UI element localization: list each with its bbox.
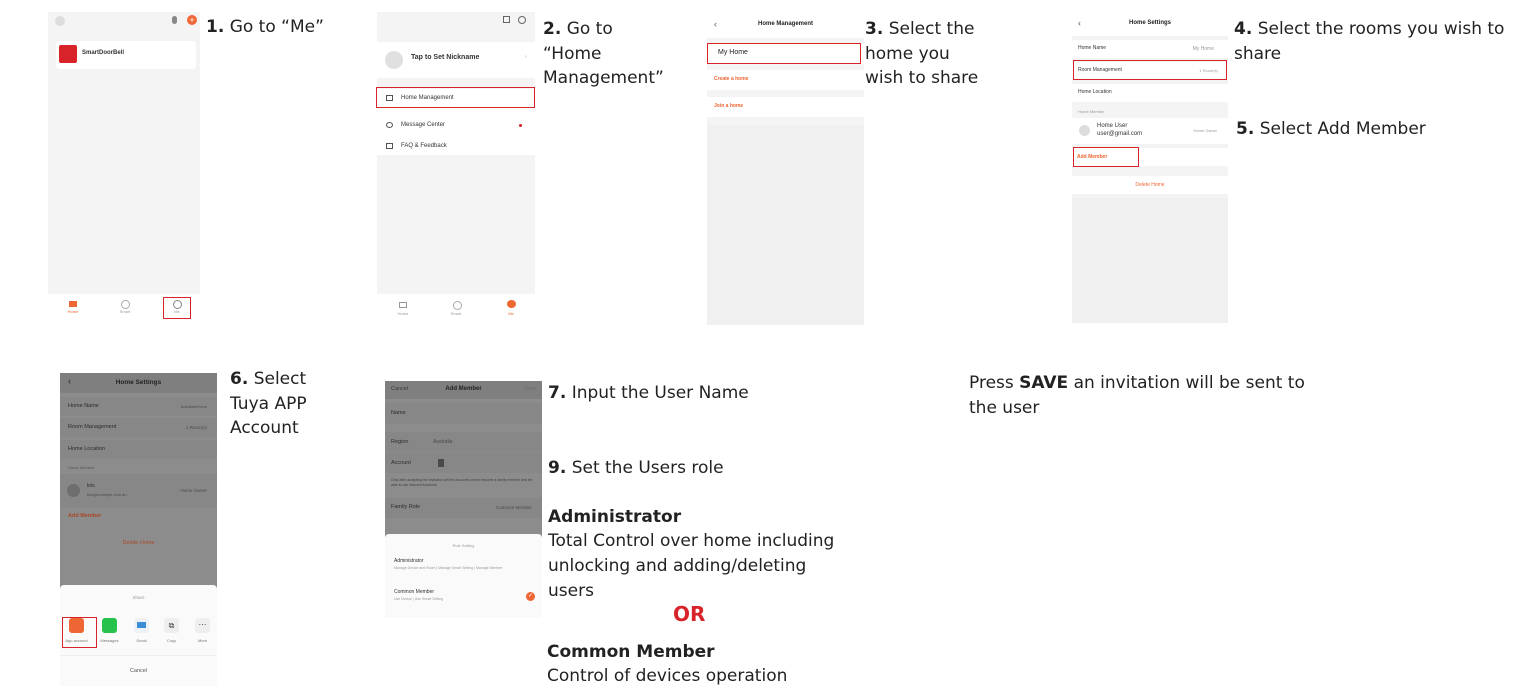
home-tab-icon[interactable] bbox=[69, 301, 77, 307]
step-3-instruction: 3. Select the home you wish to share bbox=[865, 19, 979, 88]
family-role-label: Family Role bbox=[391, 504, 421, 510]
member-name: Home User bbox=[1097, 123, 1128, 129]
feedback-icon bbox=[386, 143, 393, 149]
member-email: user@gmail.com bbox=[1097, 131, 1143, 137]
highlight-me-tab bbox=[163, 297, 191, 319]
cancel-link[interactable]: Cancel bbox=[391, 386, 409, 392]
administrator-description-line-3: users bbox=[548, 581, 594, 601]
screen-home-settings bbox=[1072, 12, 1228, 323]
home-name-row[interactable] bbox=[1072, 40, 1228, 58]
back-icon[interactable]: ‹ bbox=[68, 376, 71, 386]
smart-tab-icon[interactable] bbox=[453, 301, 462, 310]
member-row[interactable] bbox=[1072, 118, 1228, 144]
menu-item-home-management[interactable]: Home Management bbox=[401, 95, 454, 101]
administrator-label: Administrator bbox=[394, 558, 424, 564]
share-item-messages[interactable]: Messages bbox=[100, 638, 119, 643]
home-name-value: My Home bbox=[1192, 46, 1214, 52]
gear-icon[interactable] bbox=[518, 16, 526, 24]
add-member-link[interactable]: Add Member bbox=[68, 513, 102, 519]
step-6-instruction: 6. Select Tuya APP Account bbox=[230, 369, 307, 438]
more-icon[interactable]: ⋯ bbox=[195, 618, 210, 633]
step-2-instruction: 2. Go to “Home Management” bbox=[543, 19, 664, 88]
role-setting-title: Role Setting bbox=[452, 543, 475, 548]
menu-item-message-center[interactable]: Message Center bbox=[401, 122, 446, 128]
region-row[interactable] bbox=[385, 432, 542, 452]
menu-item-faq-feedback[interactable]: FAQ & Feedback bbox=[401, 143, 447, 149]
header-bar bbox=[707, 12, 864, 38]
message-icon bbox=[386, 122, 393, 128]
tab-me[interactable]: Me bbox=[508, 311, 514, 316]
home-name-label: Home Name bbox=[1078, 45, 1107, 51]
share-divider bbox=[60, 655, 217, 656]
header-bar bbox=[60, 373, 217, 393]
microphone-icon[interactable] bbox=[172, 16, 177, 24]
create-home-link[interactable]: Create a home bbox=[714, 76, 749, 82]
room-management-label: Room Management bbox=[68, 424, 117, 430]
or-separator: OR bbox=[673, 602, 706, 626]
copy-icon[interactable]: ⧉ bbox=[164, 618, 179, 633]
home-location-label: Home Location bbox=[68, 446, 105, 452]
page-title: Add Member bbox=[445, 386, 482, 392]
member-avatar bbox=[67, 484, 80, 497]
family-role-row[interactable] bbox=[385, 498, 542, 518]
page-title: Home Settings bbox=[1128, 20, 1171, 26]
home-name: My Home bbox=[718, 49, 748, 56]
join-home-row[interactable] bbox=[707, 97, 864, 117]
nickname-label: Tap to Set Nickname bbox=[411, 54, 480, 61]
screen-add-member bbox=[385, 381, 542, 618]
account-row[interactable] bbox=[385, 453, 542, 473]
room-count: 1 Room(s) bbox=[185, 425, 207, 430]
tab-home[interactable]: Home bbox=[67, 309, 79, 314]
tab-home[interactable]: Home bbox=[397, 311, 409, 316]
family-role-value: Common Member bbox=[495, 505, 532, 510]
share-title: Share bbox=[132, 595, 145, 600]
header-bar bbox=[385, 381, 542, 399]
step-7-instruction: 7. Input the User Name bbox=[548, 383, 749, 403]
page-title: Home Management bbox=[757, 21, 813, 27]
tab-smart[interactable]: Smart bbox=[119, 309, 131, 314]
home-tab-icon[interactable] bbox=[399, 302, 407, 308]
highlight-add-member bbox=[1073, 147, 1139, 167]
email-icon[interactable] bbox=[134, 618, 149, 633]
header-bar bbox=[1072, 12, 1228, 36]
member-row[interactable] bbox=[60, 474, 217, 508]
checkmark-icon: ✓ bbox=[527, 593, 534, 599]
home-location-row[interactable] bbox=[60, 440, 217, 459]
device-card[interactable] bbox=[56, 41, 196, 69]
back-icon[interactable]: ‹ bbox=[714, 19, 717, 29]
room-management-row[interactable] bbox=[60, 418, 217, 437]
common-member-label: Common Member bbox=[394, 589, 435, 595]
common-member-desc: Use Device | Use Smart Setting bbox=[394, 597, 444, 601]
common-member-description: Control of devices operation bbox=[547, 666, 788, 686]
join-home-link[interactable]: Join a home bbox=[714, 103, 744, 109]
room-management-label: Room Management bbox=[1078, 67, 1122, 73]
highlight-app-account bbox=[62, 617, 97, 648]
delete-home-row[interactable] bbox=[1072, 176, 1228, 194]
delete-home-link[interactable]: Delete Home bbox=[122, 540, 155, 546]
create-home-row[interactable] bbox=[707, 70, 864, 90]
save-link[interactable]: Save bbox=[523, 386, 536, 392]
administrator-desc: Manage Device and Room | Manage Smart Setting | Manage Member bbox=[394, 566, 503, 570]
device-name: SmartDoorBell bbox=[82, 50, 125, 56]
smart-tab-icon[interactable] bbox=[121, 300, 130, 309]
member-role: Home Owner bbox=[180, 488, 207, 493]
cancel-button[interactable]: Cancel bbox=[129, 668, 148, 674]
contacts-icon[interactable] bbox=[438, 459, 444, 467]
invitation-note: Only after accepting the invitation will the accounts owner become a family member and be able to use relevant functions. bbox=[391, 478, 532, 487]
member-section-header: Home Member bbox=[68, 465, 95, 470]
add-member-link[interactable]: Add Member bbox=[1077, 154, 1108, 160]
role-option-common-member[interactable] bbox=[385, 586, 542, 608]
save-instruction: Press SAVE an invitation will be sent to the user bbox=[969, 373, 1305, 418]
chevron-right-icon: › bbox=[525, 54, 527, 60]
bottom-tab-bar bbox=[377, 294, 535, 324]
common-member-title: Common Member bbox=[547, 642, 715, 662]
member-role: Home Owner bbox=[1193, 128, 1217, 133]
me-tab-icon[interactable] bbox=[507, 300, 516, 308]
account-label: Account bbox=[391, 460, 411, 466]
highlight-my-home bbox=[707, 43, 861, 64]
highlight-room-management bbox=[1073, 60, 1227, 80]
share-item-copy[interactable]: Copy bbox=[166, 638, 177, 643]
share-item-app-account[interactable]: App account bbox=[65, 638, 88, 643]
step-4-instruction: 4. Select the rooms you wish to share bbox=[1234, 19, 1505, 64]
step-5-instruction: 5. Select Add Member bbox=[1236, 119, 1426, 139]
home-location-label: Home Location bbox=[1078, 89, 1112, 95]
unread-dot bbox=[519, 124, 522, 127]
home-location-row[interactable] bbox=[1072, 84, 1228, 102]
member-name: kris bbox=[87, 483, 95, 489]
avatar[interactable] bbox=[55, 16, 65, 26]
member-email: kris@example.com.au bbox=[87, 492, 127, 497]
empty-area bbox=[707, 125, 864, 325]
member-section-header: Home Member bbox=[1078, 109, 1105, 114]
administrator-description-line-1: Total Control over home including bbox=[548, 531, 835, 551]
device-thumbnail bbox=[59, 45, 77, 63]
share-item-email[interactable]: Email bbox=[136, 638, 147, 643]
page-title: Home Settings bbox=[115, 379, 162, 386]
tab-me[interactable]: Me bbox=[174, 309, 180, 314]
screen-me-page bbox=[377, 12, 535, 324]
room-count: 1 Room(s) bbox=[1199, 68, 1218, 73]
share-item-more[interactable]: More bbox=[197, 638, 208, 643]
screen-me-tab bbox=[48, 12, 200, 324]
tab-smart[interactable]: Smart bbox=[450, 311, 462, 316]
name-label: Name bbox=[391, 410, 406, 416]
name-row[interactable] bbox=[385, 403, 542, 424]
step-1-instruction: 1. Go to “Me” bbox=[206, 17, 324, 37]
home-name-label: Home Name bbox=[68, 403, 99, 409]
add-icon[interactable]: + bbox=[187, 15, 197, 25]
home-name-value: AdelaideHome bbox=[180, 404, 207, 409]
role-option-administrator[interactable] bbox=[385, 554, 542, 584]
delete-home-link[interactable]: Delete Home bbox=[1135, 182, 1165, 188]
profile-avatar bbox=[385, 51, 403, 69]
member-avatar bbox=[1079, 125, 1090, 136]
step-9-instruction: 9. Set the Users role bbox=[548, 458, 724, 478]
messages-icon[interactable] bbox=[102, 618, 117, 633]
home-name-row[interactable] bbox=[60, 397, 217, 416]
administrator-description-line-2: unlocking and adding/deleting bbox=[548, 556, 807, 576]
region-value: Australia bbox=[433, 439, 453, 445]
role-setting-sheet bbox=[385, 534, 542, 618]
region-label: Region bbox=[391, 439, 409, 445]
administrator-title: Administrator bbox=[548, 507, 682, 527]
highlight-home-management bbox=[376, 87, 535, 108]
scan-icon[interactable] bbox=[503, 16, 510, 23]
back-icon[interactable]: ‹ bbox=[1078, 18, 1081, 28]
profile-card[interactable] bbox=[377, 42, 535, 78]
empty-area bbox=[1072, 198, 1228, 323]
